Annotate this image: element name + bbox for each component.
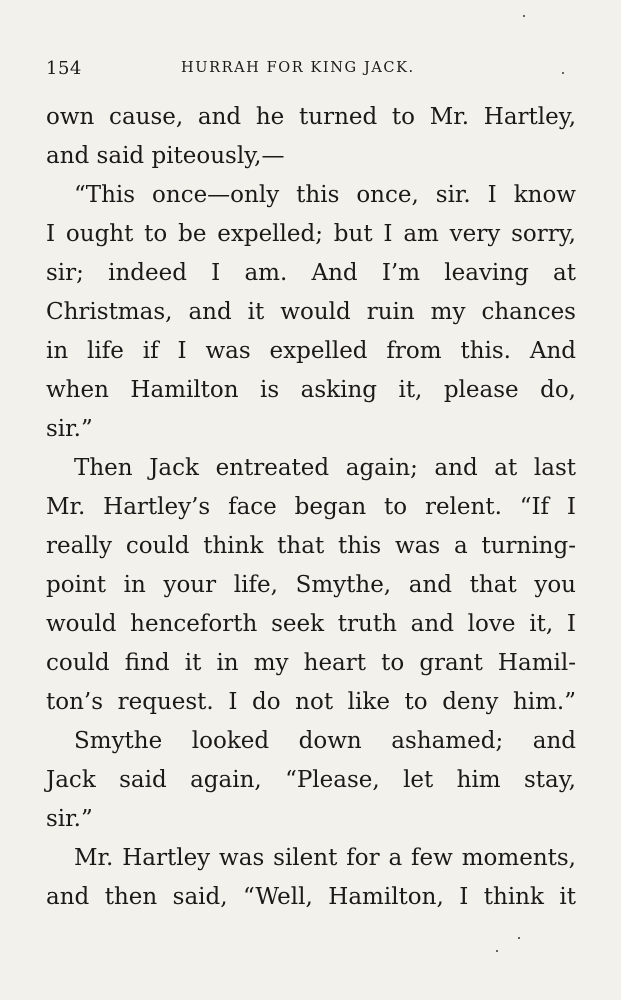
- text-line: own cause, and he turned to Mr. Hartley,: [46, 104, 576, 130]
- text-line: sir.”: [46, 416, 93, 442]
- text-line: I ought to be expelled; but I am very sorry,: [46, 221, 576, 247]
- running-title: HURRAH FOR KING JACK.: [181, 60, 415, 76]
- text-line: ton’s request. I do not like to deny him.”: [46, 689, 576, 715]
- text-line: Christmas, and it would ruin my chances: [46, 299, 576, 325]
- ink-speck: [523, 15, 525, 17]
- text-line: sir.”: [46, 806, 93, 832]
- text-line: and then said, “Well, Hamilton, I think it: [46, 884, 576, 910]
- text-line: in life if I was expelled from this. And: [46, 338, 576, 364]
- text-line: Mr. Hartley’s face began to relent. “If I: [46, 494, 576, 520]
- ink-speck: [562, 72, 564, 74]
- text-line: when Hamilton is asking it, please do,: [46, 377, 576, 403]
- text-line: point in your life, Smythe, and that you: [46, 572, 576, 598]
- ink-speck: [496, 950, 498, 952]
- text-line: sir; indeed I am. And I’m leaving at: [46, 260, 576, 286]
- text-line: Smythe looked down ashamed; and: [74, 728, 576, 754]
- text-line: Jack said again, “Please, let him stay,: [46, 767, 576, 793]
- text-line: Mr. Hartley was silent for a few moments,: [74, 845, 576, 871]
- text-line: “This once—only this once, sir. I know: [74, 182, 576, 208]
- ink-speck: [518, 937, 520, 939]
- text-line: really could think that this was a turning-: [46, 533, 576, 559]
- text-line: could find it in my heart to grant Hamil-: [46, 650, 576, 676]
- page-header: [46, 58, 576, 82]
- text-line: would henceforth seek truth and love it, I: [46, 611, 576, 637]
- text-line: and said piteously,—: [46, 143, 285, 169]
- page-number: 154: [46, 58, 82, 79]
- text-line: Then Jack entreated again; and at last: [74, 455, 576, 481]
